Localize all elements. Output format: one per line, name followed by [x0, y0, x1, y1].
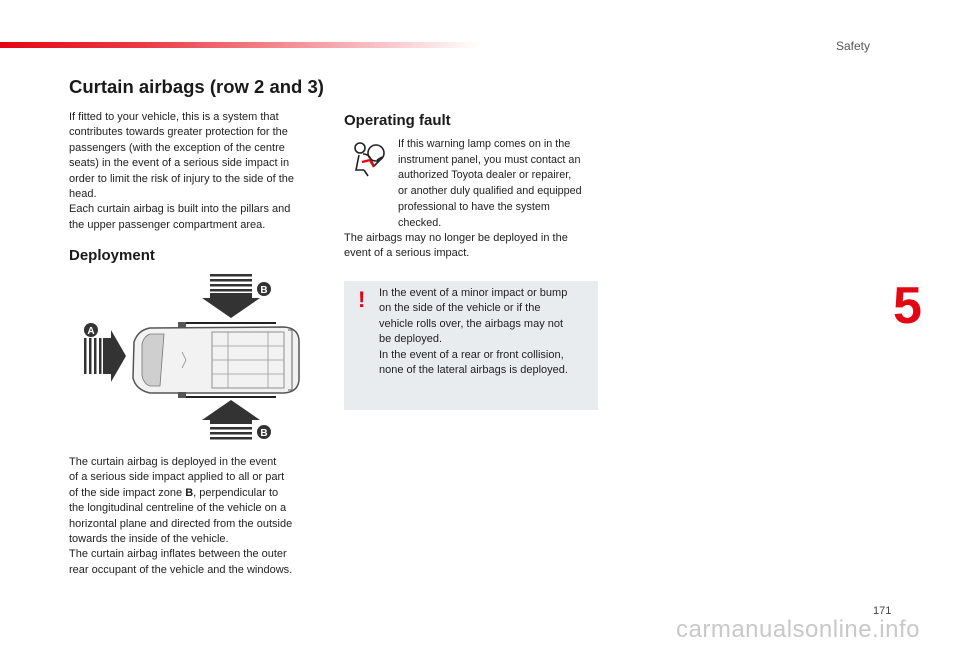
deployment-line: of a serious side impact applied to all or part	[69, 471, 285, 484]
header-accent-bar	[0, 42, 480, 48]
deployment-line: towards the inside of the vehicle.	[69, 533, 229, 546]
lamp-line: If this warning lamp comes on in the	[398, 138, 571, 150]
arrow-b-top-icon	[202, 274, 260, 318]
deployment-line: rear occupant of the vehicle and the windows.	[69, 563, 293, 576]
label-b-bottom: B	[260, 428, 268, 439]
lamp-line: checked.	[398, 216, 442, 229]
notice-line: In the event of a minor impact or bump	[379, 287, 568, 299]
intro-paragraph	[69, 110, 329, 233]
deployment-heading: Deployment	[69, 247, 155, 264]
deployment-line: The curtain airbag is deployed in the event	[69, 456, 277, 468]
chapter-number: 5	[893, 277, 922, 335]
intro-line: Each curtain airbag is built into the pillars and	[69, 203, 291, 216]
lamp-line: authorized Toyota dealer or repairer,	[398, 169, 572, 182]
notice-line: on the side of the vehicle or if the	[379, 302, 541, 315]
watermark: carmanualsonline.info	[676, 616, 920, 643]
fault-line: event of a serious impact.	[344, 247, 470, 260]
page-title: Curtain airbags (row 2 and 3)	[69, 76, 324, 97]
zone-b-bold: B	[185, 486, 194, 499]
notice-line: be deployed.	[379, 333, 442, 346]
intro-line: head.	[69, 188, 97, 201]
page-number: 171	[873, 605, 892, 617]
deployment-line: horizontal plane and directed from the outside	[69, 517, 293, 530]
label-b-top: B	[260, 285, 268, 296]
exclamation-icon: !	[358, 287, 366, 312]
arrow-a-icon	[84, 330, 126, 382]
notice-line: vehicle rolls over, the airbags may not	[379, 317, 564, 330]
deployment-line: of the side impact zone	[69, 486, 186, 499]
lamp-line: professional to have the system	[398, 200, 550, 213]
deployment-line: , perpendicular to	[193, 486, 279, 499]
warning-notice-box	[344, 281, 598, 410]
notice-line: none of the lateral airbags is deployed.	[379, 364, 568, 377]
fault-line: The airbags may no longer be deployed in the	[344, 232, 568, 244]
intro-line: order to limit the risk of injury to the side of the	[69, 172, 294, 185]
lamp-line: instrument panel, you must contact an	[398, 153, 581, 166]
arrow-b-bottom-icon	[202, 400, 260, 440]
intro-line: contributes towards greater protection for the	[69, 126, 288, 139]
label-a: A	[87, 326, 95, 337]
airbag-warning-lamp-icon	[350, 140, 388, 178]
deployment-line: The curtain airbag inflates between the outer	[69, 548, 287, 561]
intro-line: passengers (with the exception of the centre	[69, 141, 285, 154]
intro-line: the upper passenger compartment area.	[69, 218, 266, 231]
warning-lamp-paragraph	[398, 137, 598, 231]
side-impact-diagram	[78, 272, 300, 446]
airbags-disabled-paragraph	[344, 231, 598, 262]
section-label: Safety	[836, 39, 871, 53]
operating-fault-heading: Operating fault	[344, 112, 451, 129]
intro-line: seats) in the event of a serious side impact in	[69, 157, 290, 170]
intro-line: If fitted to your vehicle, this is a system that	[69, 111, 279, 123]
notice-line: In the event of a rear or front collision,	[379, 348, 564, 361]
lamp-line: or another duly qualified and equipped	[398, 185, 582, 198]
vehicle-top-view	[133, 322, 299, 398]
deployment-line: the longitudinal centreline of the vehicle on a	[69, 502, 287, 515]
deployment-paragraph	[69, 455, 329, 578]
notice-paragraph	[379, 286, 591, 378]
